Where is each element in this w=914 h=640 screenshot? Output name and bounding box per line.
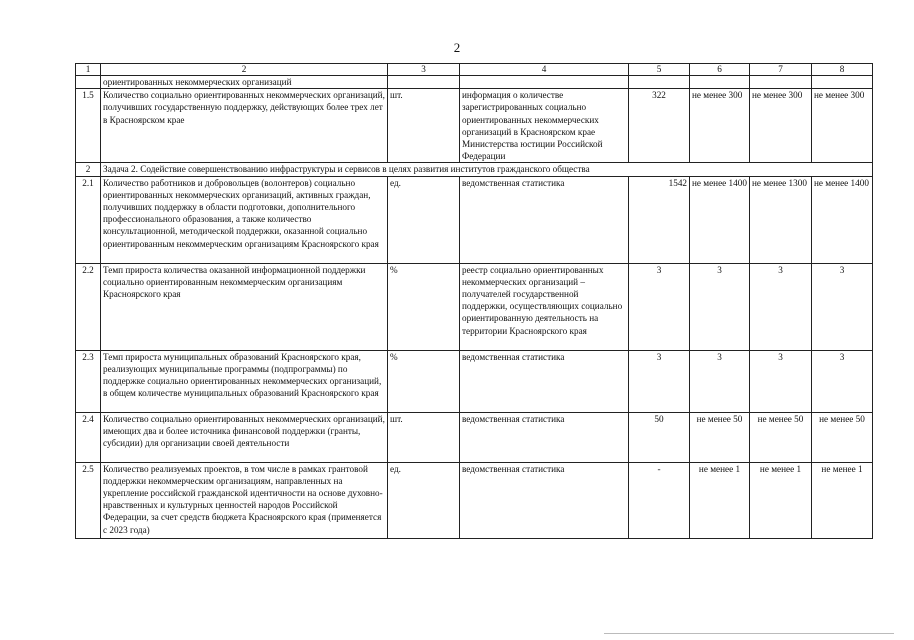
header-cell: 7: [750, 64, 812, 76]
indicator-name: Количество реализуемых проектов, в том числе в рамках грантовой поддержки некоммерческим организациям, направленных на укрепление российской гражданской идентичности на основе духовно-нравственных и культурных ценностей народов Российской Федерации, за счет средств бюджета Красноярского края (применяется с 2023 года): [101, 462, 388, 538]
value-col6: не менее 1400: [690, 176, 750, 263]
value-col7: не менее 50: [750, 412, 812, 462]
row-number: 2.4: [76, 412, 101, 462]
indicator-name: Количество социально ориентированных некоммерческих организаций, получивших государственную поддержку, действующих более трех лет в Красноярском крае: [101, 89, 388, 163]
row-number: 2.3: [76, 350, 101, 412]
table-row: [76, 89, 873, 163]
header-cell: 8: [812, 64, 873, 76]
indicator-name: Темп прироста муниципальных образований Красноярского края, реализующих муниципальные программы (подпрограммы) по поддержке социально ориентированных некоммерческих организаций, в общем количестве муниципальных образований Красноярского края: [101, 350, 388, 412]
task-title: Задача 2. Содействие совершенствованию инфраструктуры и сервисов в целях развития институтов гражданского общества: [101, 163, 873, 176]
value-col5: -: [629, 462, 690, 538]
value-col5: 50: [629, 412, 690, 462]
indicator-name: ориентированных некоммерческих организаций: [101, 76, 388, 89]
unit: %: [388, 350, 460, 412]
value-col8: 3: [812, 350, 873, 412]
data-source: ведомственная статистика: [460, 350, 629, 412]
empty-cell: [690, 76, 750, 89]
data-source: реестр социально ориентированных некоммерческих организаций – получателей государственной поддержки, осуществляющих социально ориентированную деятельность на территории Красноярского края: [460, 263, 629, 350]
value-col5: 3: [629, 350, 690, 412]
unit: %: [388, 263, 460, 350]
header-cell: 2: [101, 64, 388, 76]
data-source: ведомственная статистика: [460, 176, 629, 263]
value-col6: 3: [690, 263, 750, 350]
value-col8: 3: [812, 263, 873, 350]
value-col7: 3: [750, 350, 812, 412]
table-row: [76, 412, 873, 462]
value-col5: 322: [629, 89, 690, 163]
empty-cell: [388, 76, 460, 89]
row-number: 2.2: [76, 263, 101, 350]
value-col6: не менее 50: [690, 412, 750, 462]
empty-cell: [812, 76, 873, 89]
empty-cell: [460, 76, 629, 89]
header-cell: 6: [690, 64, 750, 76]
value-col5: 3: [629, 263, 690, 350]
value-col8: не менее 1: [812, 462, 873, 538]
empty-cell: [750, 76, 812, 89]
table-row: [76, 176, 873, 263]
value-col5: 1542: [629, 176, 690, 263]
row-number: 1.5: [76, 89, 101, 163]
task-number: 2: [76, 163, 101, 176]
value-col6: не менее 1: [690, 462, 750, 538]
value-col8: не менее 300: [812, 89, 873, 163]
unit: шт.: [388, 412, 460, 462]
value-col8: не менее 50: [812, 412, 873, 462]
value-col7: не менее 300: [750, 89, 812, 163]
data-source: ведомственная статистика: [460, 462, 629, 538]
value-col6: 3: [690, 350, 750, 412]
indicator-name: Количество работников и добровольцев (волонтеров) социально ориентированных некоммерческих организаций, активных граждан, получивших поддержку в области подготовки, дополнительного профессионального образования, а также количество консультационной, методической поддержки, оказанной социально ориентированным некоммерческим организациям Красноярского края: [101, 176, 388, 263]
value-col6: не менее 300: [690, 89, 750, 163]
header-cell: 4: [460, 64, 629, 76]
header-cell: 1: [76, 64, 101, 76]
row-number: 2.1: [76, 176, 101, 263]
unit: шт.: [388, 89, 460, 163]
header-cell: 5: [629, 64, 690, 76]
unit: ед.: [388, 462, 460, 538]
task-row: [76, 163, 873, 176]
value-col7: 3: [750, 263, 812, 350]
indicators-table: [75, 63, 873, 539]
data-source: информация о количестве зарегистрированных социально ориентированных некоммерческих организаций в Красноярском крае Министерства юстиции Российской Федерации: [460, 89, 629, 163]
unit: ед.: [388, 176, 460, 263]
table-header-row: [76, 64, 873, 76]
value-col7: не менее 1: [750, 462, 812, 538]
continuation-row: [76, 76, 873, 89]
indicator-name: Темп прироста количества оказанной информационной поддержки социально ориентированным некоммерческим организациям Красноярского края: [101, 263, 388, 350]
header-cell: 3: [388, 64, 460, 76]
row-number: 2.5: [76, 462, 101, 538]
table-row: [76, 350, 873, 412]
data-source: ведомственная статистика: [460, 412, 629, 462]
page-number: 2: [453, 40, 461, 55]
value-col8: не менее 1400: [812, 176, 873, 263]
indicator-name: Количество социально ориентированных некоммерческих организаций, имеющих два и более источника финансовой поддержки (гранты, субсидии) для организации своей деятельности: [101, 412, 388, 462]
table-row: [76, 462, 873, 538]
value-col7: не менее 1300: [750, 176, 812, 263]
scan-edge-line: [604, 633, 894, 634]
empty-cell: [629, 76, 690, 89]
table-row: [76, 263, 873, 350]
empty-cell: [76, 76, 101, 89]
